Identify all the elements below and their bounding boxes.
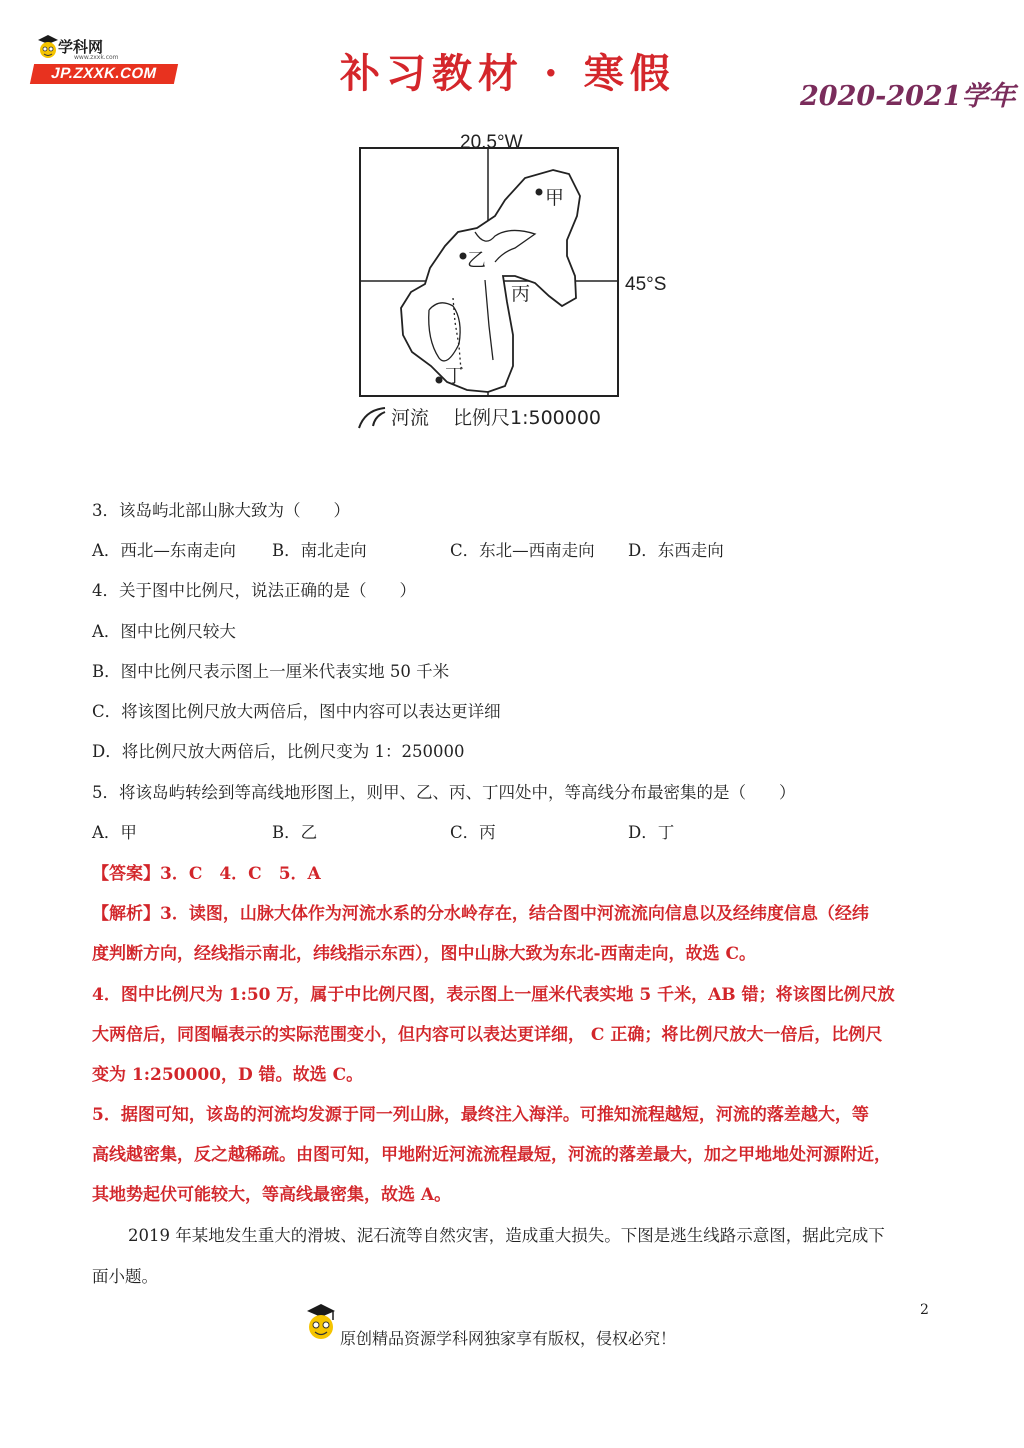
meridian-label: 20.5°W bbox=[460, 132, 523, 153]
q3-option-d: D．东西走向 bbox=[628, 541, 724, 560]
answer-line bbox=[92, 859, 321, 884]
q4-option-a: A．图中比例尺较大 bbox=[92, 622, 236, 641]
answer-text: 3．C 4．C 5．A bbox=[160, 864, 321, 884]
logo-url-small: www.zxxk.com bbox=[74, 54, 119, 61]
island-map bbox=[355, 130, 685, 440]
analysis-label: 【解析】 bbox=[92, 904, 160, 924]
analysis-4-line-2: 大两倍后，同图幅表示的实际范围变小，但内容可以表达更详细， C 正确；将比例尺放大一倍后，比例尺 bbox=[92, 1025, 883, 1045]
page-number: 2 bbox=[920, 1302, 929, 1318]
analysis-4-line-3: 变为 1:250000，D 错。故选 C。 bbox=[92, 1065, 364, 1085]
q3-option-c: C．东北—西南走向 bbox=[450, 541, 595, 560]
q3-option-a: A．西北—东南走向 bbox=[92, 541, 236, 560]
analysis-3-text-1: 3．读图，山脉大体作为河流水系的分水岭存在，结合图中河流流向信息以及经纬度信息（经纬 bbox=[160, 904, 869, 924]
point-jia-dot bbox=[536, 189, 543, 196]
answer-label: 【答案】 bbox=[92, 864, 160, 884]
mascot-footer-icon bbox=[304, 1302, 338, 1344]
river-legend-icon bbox=[359, 408, 385, 428]
q5-option-a: A．甲 bbox=[92, 823, 137, 842]
page-title: 补习教材 · 寒假 bbox=[340, 50, 676, 97]
school-year: 2020-2021学年 bbox=[800, 81, 1016, 112]
q5-option-b: B．乙 bbox=[272, 823, 318, 842]
analysis-5-line-2: 高线越密集，反之越稀疏。由图可知，甲地附近河流流程最短，河流的落差最大，加之甲地地处河源附近， bbox=[92, 1145, 891, 1165]
intro-line-1: 2019 年某地发生重大的滑坡、泥石流等自然灾害，造成重大损失。下图是逃生线路示意图，据此完成下 bbox=[128, 1226, 885, 1245]
intro-line-2: 面小题。 bbox=[92, 1267, 158, 1286]
point-yi-label: 乙 bbox=[467, 249, 487, 271]
point-yi-dot bbox=[460, 253, 467, 260]
question-3: 3．该岛屿北部山脉大致为（ ） bbox=[92, 501, 350, 520]
q4-option-d: D．将比例尺放大两倍后，比例尺变为 1：250000 bbox=[92, 742, 465, 761]
q4-option-b: B．图中比例尺表示图上一厘米代表实地 50 千米 bbox=[92, 662, 450, 681]
site-logo bbox=[30, 34, 180, 90]
question-5: 5．将该岛屿转绘到等高线地形图上，则甲、乙、丙、丁四处中，等高线分布最密集的是（ ） bbox=[92, 783, 796, 802]
analysis-5-line-3: 其地势起伏可能较大，等高线最密集，故选 A。 bbox=[92, 1185, 452, 1205]
copyright-text: 原创精品资源学科网独家享有版权，侵权必究！ bbox=[340, 1329, 677, 1348]
parallel-label: 45°S bbox=[625, 274, 667, 295]
point-ding-label: 丁 bbox=[445, 365, 465, 387]
q5-option-d: D．丁 bbox=[628, 823, 675, 842]
analysis-3-line-2: 度判断方向，经线指示南北，纬线指示东西），图中山脉大致为东北-西南走向，故选 C。 bbox=[92, 944, 757, 964]
analysis-4-line-1: 4．图中比例尺为 1:50 万，属于中比例尺图，表示图上一厘米代表实地 5 千米，AB 错；将该图比例尺放 bbox=[92, 985, 895, 1005]
analysis-3-line-1 bbox=[92, 899, 869, 924]
river-legend-label: 河流 bbox=[391, 407, 430, 429]
logo-name: 学科网 bbox=[58, 38, 104, 56]
analysis-5-line-1: 5．据图可知，该岛的河流均发源于同一列山脉，最终注入海洋。可推知流程越短，河流的落差越大，等 bbox=[92, 1105, 869, 1125]
point-bing-label: 丙 bbox=[511, 283, 531, 305]
q5-option-c: C．丙 bbox=[450, 823, 496, 842]
map-scale: 比例尺1:500000 bbox=[453, 407, 602, 429]
q4-option-c: C．将该图比例尺放大两倍后，图中内容可以表达更详细 bbox=[92, 702, 501, 721]
point-jia-label: 甲 bbox=[545, 187, 565, 209]
logo-url-bar: JP.ZXXK.COM bbox=[30, 64, 178, 84]
mascot-icon bbox=[36, 34, 60, 62]
q3-option-b: B．南北走向 bbox=[272, 541, 367, 560]
point-ding-dot bbox=[436, 377, 443, 384]
question-4: 4．关于图中比例尺，说法正确的是（ ） bbox=[92, 581, 416, 600]
footer bbox=[300, 1300, 720, 1350]
